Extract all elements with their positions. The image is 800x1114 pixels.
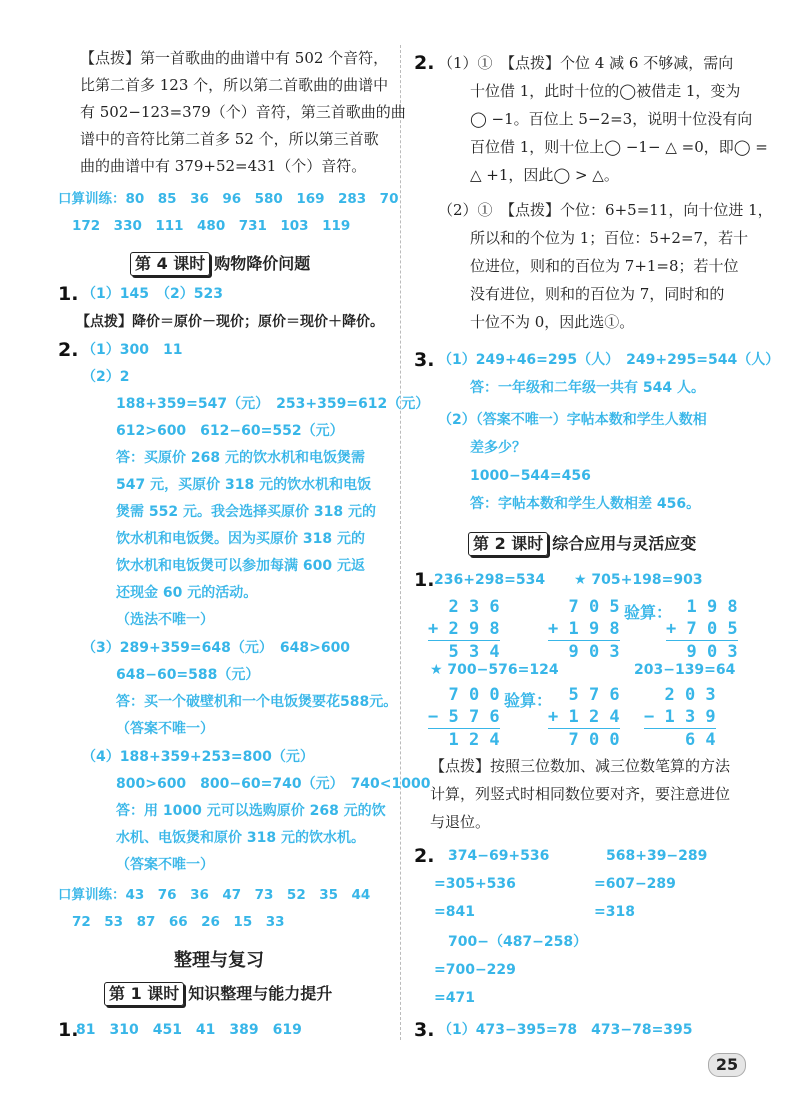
question-number: 2. (58, 339, 79, 361)
answer-line: （选法不唯一） (116, 612, 214, 628)
q2-part-3: （3）289+359=648（元） 648>600 (82, 640, 351, 656)
vertical-calc-203-139: 2 0 3 − 1 3 9 6 4 (644, 685, 716, 750)
vertical-calc-705-198: 7 0 5 + 1 9 8 9 0 3 (548, 597, 620, 662)
oral-training-1a: 口算训练：80 85 36 96 580 169 283 70 (58, 191, 399, 207)
answer-line: 差多少？ (470, 440, 526, 456)
intro-line: 【点拨】第一首歌曲的曲谱中有 502 个音符， (80, 49, 389, 67)
answer-line: 800>600 800−60=740（元） 740<1000 (116, 776, 431, 792)
vertical-calc-700-576: 7 0 0 − 5 7 6 1 2 4 (428, 685, 500, 750)
q3-part-2: （2）（答案不唯一）字帖本数和学生人数相 (438, 412, 707, 428)
lesson-badge: 第 1 课时 (104, 982, 184, 1006)
answer-line: 答：买原价 268 元的饮水机和电饭煲需 (116, 450, 365, 466)
question-number: 3. (414, 1019, 435, 1041)
question-number: 2. (414, 52, 435, 74)
review-q1-answer: 81 310 451 41 389 619 (76, 1022, 302, 1038)
answer-line: 饮水机和电饭煲可以参加每满 600 元返 (116, 558, 365, 574)
calc-step: =471 (434, 990, 475, 1006)
q2-part-1: （1）300 11 (82, 342, 183, 358)
tip-line: 计算，列竖式时相同数位要对齐，要注意进位 (430, 785, 731, 803)
lesson-title: 知识整理与能力提升 (188, 984, 333, 1003)
question-number: 1. (58, 1019, 79, 1041)
answer-line: 答：字帖本数和学生人数相差 456。 (470, 496, 701, 512)
explain-line: ◯ −1。百位上 5−2=3，说明十位没有向 (470, 110, 753, 128)
calc-step: =318 (594, 904, 635, 920)
explain-line: （2）① 【点拨】个位：6+5=11，向十位进 1， (438, 201, 773, 219)
answer-line: 612>600 612−60=552（元） (116, 423, 344, 439)
answer-line: 饮水机和电饭煲。因为买原价 318 元的 (116, 531, 365, 547)
lesson-4-heading (130, 252, 310, 276)
calc-step: 374−69+536 (448, 848, 550, 864)
calc-step: =305+536 (434, 876, 516, 892)
explain-line: 没有进位，则和的百位为 7，同时和的 (470, 285, 725, 303)
q1-tip: 【点拨】降价＝原价－现价；原价＝现价＋降价。 (76, 314, 384, 330)
explain-line: 百位借 1，则十位上◯ −1− △ =0，即◯ = (470, 138, 768, 156)
calc-step: 700−（487−258） (448, 934, 588, 950)
answer-line: 答：一年级和二年级一共有 544 人。 (470, 380, 705, 396)
lesson-badge: 第 2 课时 (468, 532, 548, 556)
explain-line: （1）① 【点拨】个位 4 减 6 不够减，需向 (438, 54, 734, 72)
tip-line: 【点拨】按照三位数加、减三位数笔算的方法 (430, 757, 731, 775)
answer-line: 答：用 1000 元可以选购原价 268 元的饮 (116, 803, 386, 819)
explain-line: 十位不为 0，因此选①。 (470, 313, 635, 331)
intro-line: 曲的曲谱中有 379+52=431（个）音符。 (80, 157, 367, 175)
vertical-calc-236-298: 2 3 6 + 2 9 8 5 3 4 (428, 597, 500, 662)
calc-700-576: ★ 700−576=124 (430, 662, 559, 678)
intro-line: 有 502−123=379（个）音符，第三首歌曲的曲 (80, 103, 406, 121)
tip-line: 与退位。 (430, 813, 491, 831)
answer-line: 188+359=547（元） 253+359=612（元） (116, 396, 430, 412)
calc-step: =607−289 (594, 876, 676, 892)
lesson-title: 购物降价问题 (214, 254, 311, 273)
answer-line: 648−60=588（元） (116, 667, 260, 683)
explain-line: 所以和的个位为 1；百位：5+2=7，若十 (470, 229, 749, 247)
check-label: 验算： (624, 603, 673, 622)
vertical-calc-check-198-705: 1 9 8 + 7 0 5 9 0 3 (666, 597, 738, 662)
intro-line: 比第二首多 123 个，所以第二首歌曲的曲谱中 (80, 76, 389, 94)
oral-training-1b: 172 330 111 480 731 103 119 (72, 218, 351, 234)
oral-training-2b: 72 53 87 66 26 15 33 (72, 914, 285, 930)
review-section-title: 整理与复习 (174, 950, 264, 971)
answer-line: （答案不唯一） (116, 857, 214, 873)
answer-line: 答：买一个破壁机和一个电饭煲要花588元。 (116, 694, 398, 710)
answer-line: 1000−544=456 (470, 468, 591, 484)
explain-line: △ +1，因此◯ > △。 (470, 166, 619, 184)
calc-step: 568+39−289 (606, 848, 708, 864)
question-number: 1. (58, 283, 79, 305)
oral-training-2a: 口算训练：43 76 36 47 73 52 35 44 (58, 887, 371, 903)
q2-part-4: （4）188+359+253=800（元） (82, 749, 314, 765)
lesson-title: 综合应用与灵活应变 (552, 534, 697, 553)
lesson-badge: 第 4 课时 (130, 252, 210, 276)
calc-705-198: ★ 705+198=903 (574, 572, 703, 588)
q3-part-1: （1）249+46=295（人） 249+295=544（人） (438, 352, 780, 368)
answer-line: 547 元，买原价 318 元的饮水机和电饭 (116, 477, 372, 493)
intro-line: 谱中的音符比第二首多 52 个，所以第三首歌 (80, 130, 379, 148)
calc-step: =841 (434, 904, 475, 920)
c3-answer: （1）473−395=78 473−78=395 (438, 1022, 693, 1038)
question-number: 3. (414, 349, 435, 371)
check-label: 验算： (504, 691, 553, 710)
answer-line: 还现金 60 元的活动。 (116, 585, 258, 601)
vertical-calc-check-576-124: 5 7 6 + 1 2 4 7 0 0 (548, 685, 620, 750)
calc-step: =700−229 (434, 962, 516, 978)
explain-line: 十位借 1，此时十位的◯被借走 1，变为 (470, 82, 741, 100)
page-number: 25 (708, 1053, 746, 1077)
answer-line: 水机、电饭煲和原价 318 元的饮水机。 (116, 830, 365, 846)
answer-line: 煲需 552 元。我会选择买原价 318 元的 (116, 504, 376, 520)
calc-203-139: 203−139=64 (634, 662, 736, 678)
calc-236-298: 236+298=534 (434, 572, 546, 588)
answer-line: （答案不唯一） (116, 721, 214, 737)
question-number: 2. (414, 845, 435, 867)
column-divider (400, 45, 401, 1040)
explain-line: 位进位，则和的百位为 7+1=8；若十位 (470, 257, 739, 275)
lesson-2-heading (468, 532, 696, 556)
lesson-1-heading (104, 982, 332, 1006)
q2-part-2: （2）2 (82, 369, 130, 385)
question-number: 1. (414, 569, 435, 591)
q1-answer: （1）145 （2）523 (82, 286, 223, 302)
